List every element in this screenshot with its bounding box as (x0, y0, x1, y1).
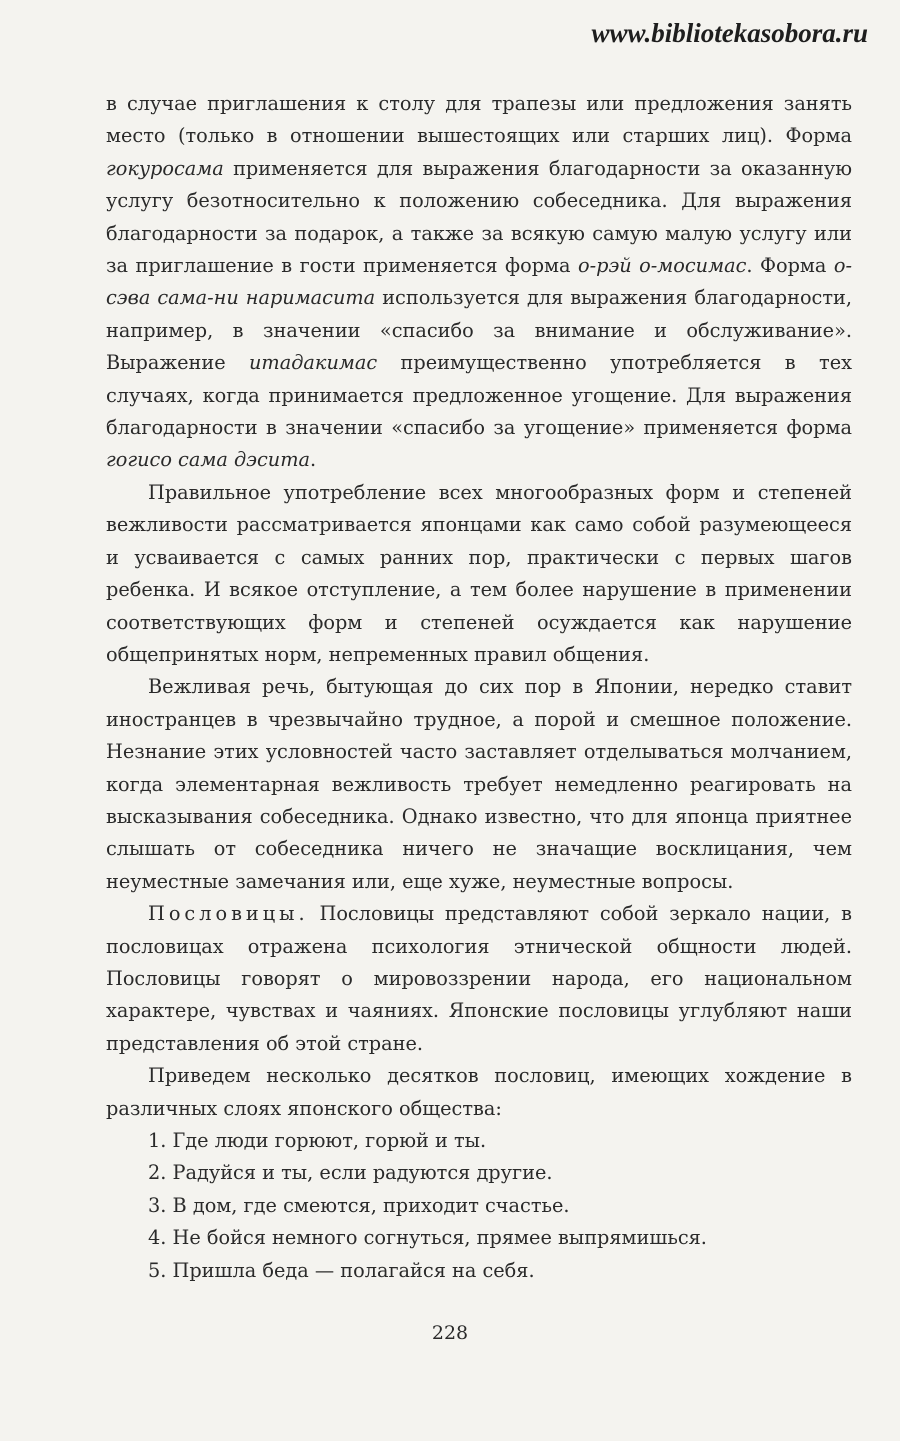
list-item: 5. Пришла беда — полагайся на себя. (148, 1258, 535, 1282)
list-item: 1. Где люди горюют, горюй и ты. (148, 1129, 487, 1152)
page-number: 228 (431, 1322, 469, 1344)
paragraph-5: Приведем несколько десятков пословиц, имеющих хождение в различных слоях японского общества: (106, 1064, 852, 1120)
text-run: . Форма (746, 254, 834, 278)
text-run: Пословицы представляют собой зеркало нации, в пословицах отражена психология этнической общности людей. Пословицы говорят о мировоззрении народа, его национальном характере, чувствах и чаяниях. Японские пословицы углубляют наши представления об этой стране. (106, 902, 852, 1055)
text-run: применяется для выражения благодарности за оказанную услугу безотносительно к положению собеседника. Для выражения благодарности за подарок, а также за всякую самую малую услугу или за приглашение в гости применяется форма (106, 156, 852, 278)
paragraph-3: Вежливая речь, бытующая до сих пор в Японии, нередко ставит иностранцев в чрезвычайно трудное, а порой и смешное положение. Незнание этих условностей часто заставляет отделываться молчанием, когда элементарная вежливость требует немедленно реагировать на высказывания собеседника. Однако известно, что для японца приятнее слышать от собеседника ничего не значащие восклицания, чем неуместные замечания или, еще хуже, неуместные вопросы. (106, 675, 852, 893)
paragraph-4 (106, 898, 852, 1060)
italic-term: итадакимас (249, 351, 378, 375)
text-run: преимущественно употребляется в тех случаях, когда принимается предложенное угощение. Для выражения благодарности в значении «спасибо за угощение» применяется форма (106, 351, 852, 440)
italic-term: гокуросама (106, 156, 224, 180)
italic-term: о-рэй о-мосимас (578, 254, 747, 278)
italic-term: гогисо сама дэсита (106, 448, 310, 472)
text-run: . (309, 448, 317, 472)
list-item: 4. Не бойся немного согнуться, прямее выпрямишься. (148, 1226, 707, 1250)
proverb-list (106, 1125, 852, 1287)
site-watermark: www.bibliotekasobora.ru (591, 18, 868, 48)
list-item: 3. В дом, где смеются, приходит счастье. (148, 1193, 570, 1217)
text-run: в случае приглашения к столу для трапезы или предложения занять место (только в отношении вышестоящих или старших лиц). Форма (106, 92, 852, 148)
page-body (106, 88, 852, 1287)
paragraph-1 (106, 88, 852, 477)
paragraph-2: Правильное употребление всех многообразных форм и степеней вежливости рассматривается японцами как само собой разумеющееся и усваивается с самых ранних пор, практически с первых шагов ребенка. И всякое отступление, а тем более нарушение в применении соответствующих форм и степеней осуждается как нарушение общепринятых норм, непременных правил общения. (106, 480, 852, 666)
section-heading: Пословицы. (148, 902, 309, 926)
text-run: используется для выражения благодарности, например, в значении «спасибо за внимание и обслуживание». Выражение (106, 286, 852, 375)
italic-term: о-сэва сама-ни наримасита (106, 254, 852, 310)
list-item: 2. Радуйся и ты, если радуются другие. (148, 1161, 553, 1185)
